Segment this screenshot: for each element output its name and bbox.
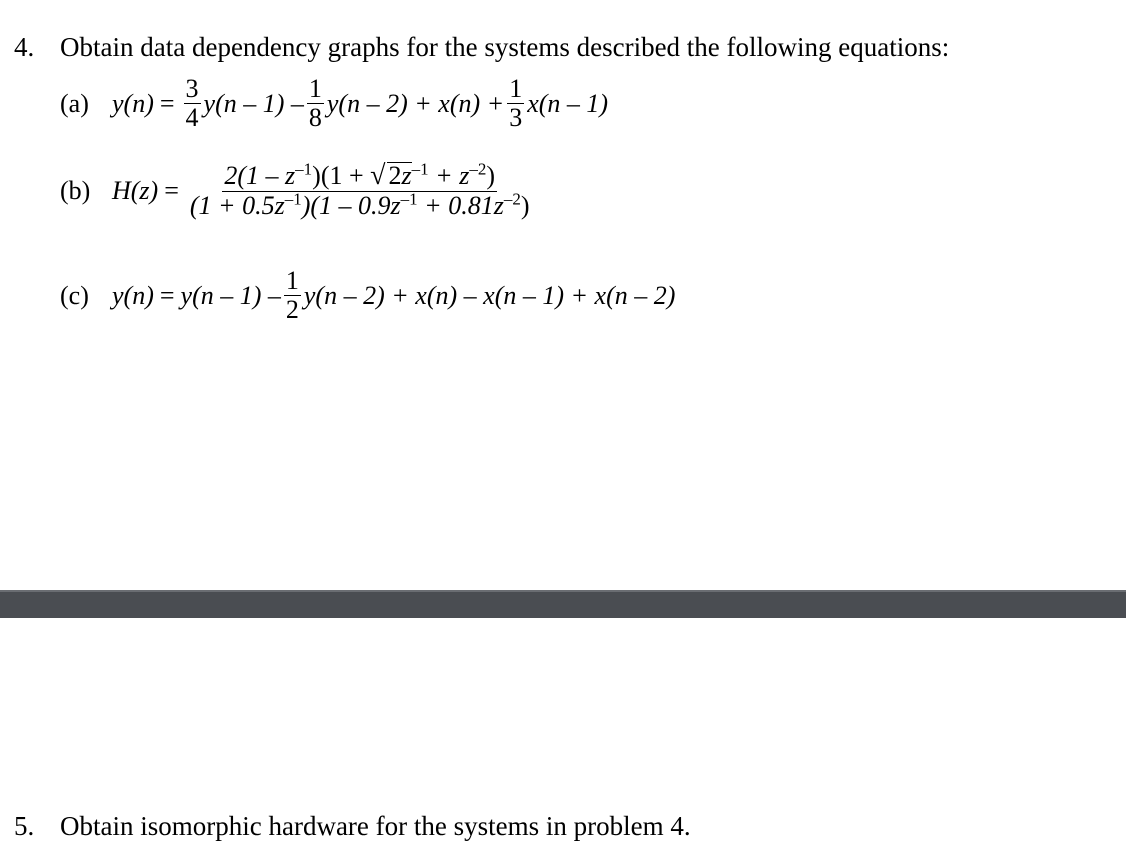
problem-4 [14, 32, 949, 63]
equation-a-fraction-3 [507, 76, 524, 131]
equation-b-den-part-c: + 0.81z [424, 191, 504, 220]
equation-a-fraction-3-numerator: 1 [509, 74, 523, 103]
problem-5-number: 5. [14, 811, 35, 841]
equation-b-sqrt [387, 162, 412, 189]
equation-a-fraction-3-denominator: 3 [509, 103, 523, 132]
equation-a-label: (a) [60, 88, 89, 118]
equation-c-fraction [284, 268, 301, 323]
equation-a [60, 76, 608, 131]
equation-b-num-sup-c: –1 [411, 159, 429, 179]
equation-b-num-sup-a: –1 [295, 159, 313, 179]
equation-a-fraction-2-denominator: 8 [308, 103, 322, 132]
equation-b-num-sup-d: –2 [469, 159, 487, 179]
equation-b-denominator [188, 189, 532, 220]
equation-c-term-2: y(n – 2) + x(n) – x(n – 1) + x(n – 2) [303, 280, 676, 310]
equation-a-fraction-2-numerator: 1 [308, 74, 322, 103]
equation-b-den-sup-c: –2 [503, 189, 521, 209]
equation-b-sqrt-value: 2 [388, 161, 402, 190]
equation-b-den-sup-b: –1 [400, 189, 418, 209]
equation-a-term-2: y(n – 2) + x(n) + [326, 88, 505, 118]
equation-b-fraction [188, 159, 532, 220]
equation-c-term-1: y(n – 1) – [180, 280, 281, 310]
equation-b-numerator [222, 159, 497, 192]
equation-b [60, 159, 535, 220]
equation-a-fraction-2 [307, 76, 324, 131]
equation-a-fraction-1 [184, 76, 201, 131]
equation-b-den-sup-a: –1 [284, 189, 302, 209]
problem-5 [14, 811, 691, 842]
equation-b-num-part-a: 2(1 – z [224, 161, 296, 190]
equation-c-equals: = [159, 280, 175, 310]
equation-c-label: (c) [60, 280, 89, 310]
problem-5-text: Obtain isomorphic hardware for the systems in problem 4. [60, 811, 691, 841]
equation-a-term-3: x(n – 1) [527, 88, 609, 118]
equation-b-num-part-e: ) [486, 161, 495, 190]
equation-a-term-1: y(n – 1) – [203, 88, 304, 118]
equation-b-equals: = [164, 175, 179, 205]
equation-a-fraction-1-numerator: 3 [185, 74, 199, 103]
equation-c-lhs: y(n) [112, 280, 154, 310]
equation-a-equals: = [159, 88, 175, 118]
equation-b-num-part-d: + z [435, 161, 470, 190]
equation-b-label: (b) [60, 175, 91, 205]
equation-a-lhs: y(n) [112, 88, 154, 118]
page-divider [0, 590, 1126, 618]
equation-c-fraction-denominator: 2 [285, 295, 299, 324]
equation-b-den-part-b: )(1 – 0.9z [301, 191, 401, 220]
equation-a-fraction-1-denominator: 4 [185, 103, 199, 132]
equation-b-lhs: H(z) [112, 175, 159, 205]
equation-b-den-part-a: (1 + 0.5z [189, 191, 285, 220]
equation-c-fraction-numerator: 1 [285, 266, 299, 295]
square-root-icon: √ [370, 160, 386, 191]
equation-b-den-part-d: ) [520, 191, 530, 220]
equation-b-num-part-c: z [401, 161, 412, 190]
equation-c [60, 268, 675, 323]
equation-b-num-part-b: )(1 + [312, 161, 364, 190]
problem-4-number: 4. [14, 32, 35, 62]
problem-4-text: Obtain data dependency graphs for the systems described the following equations: [60, 32, 950, 62]
